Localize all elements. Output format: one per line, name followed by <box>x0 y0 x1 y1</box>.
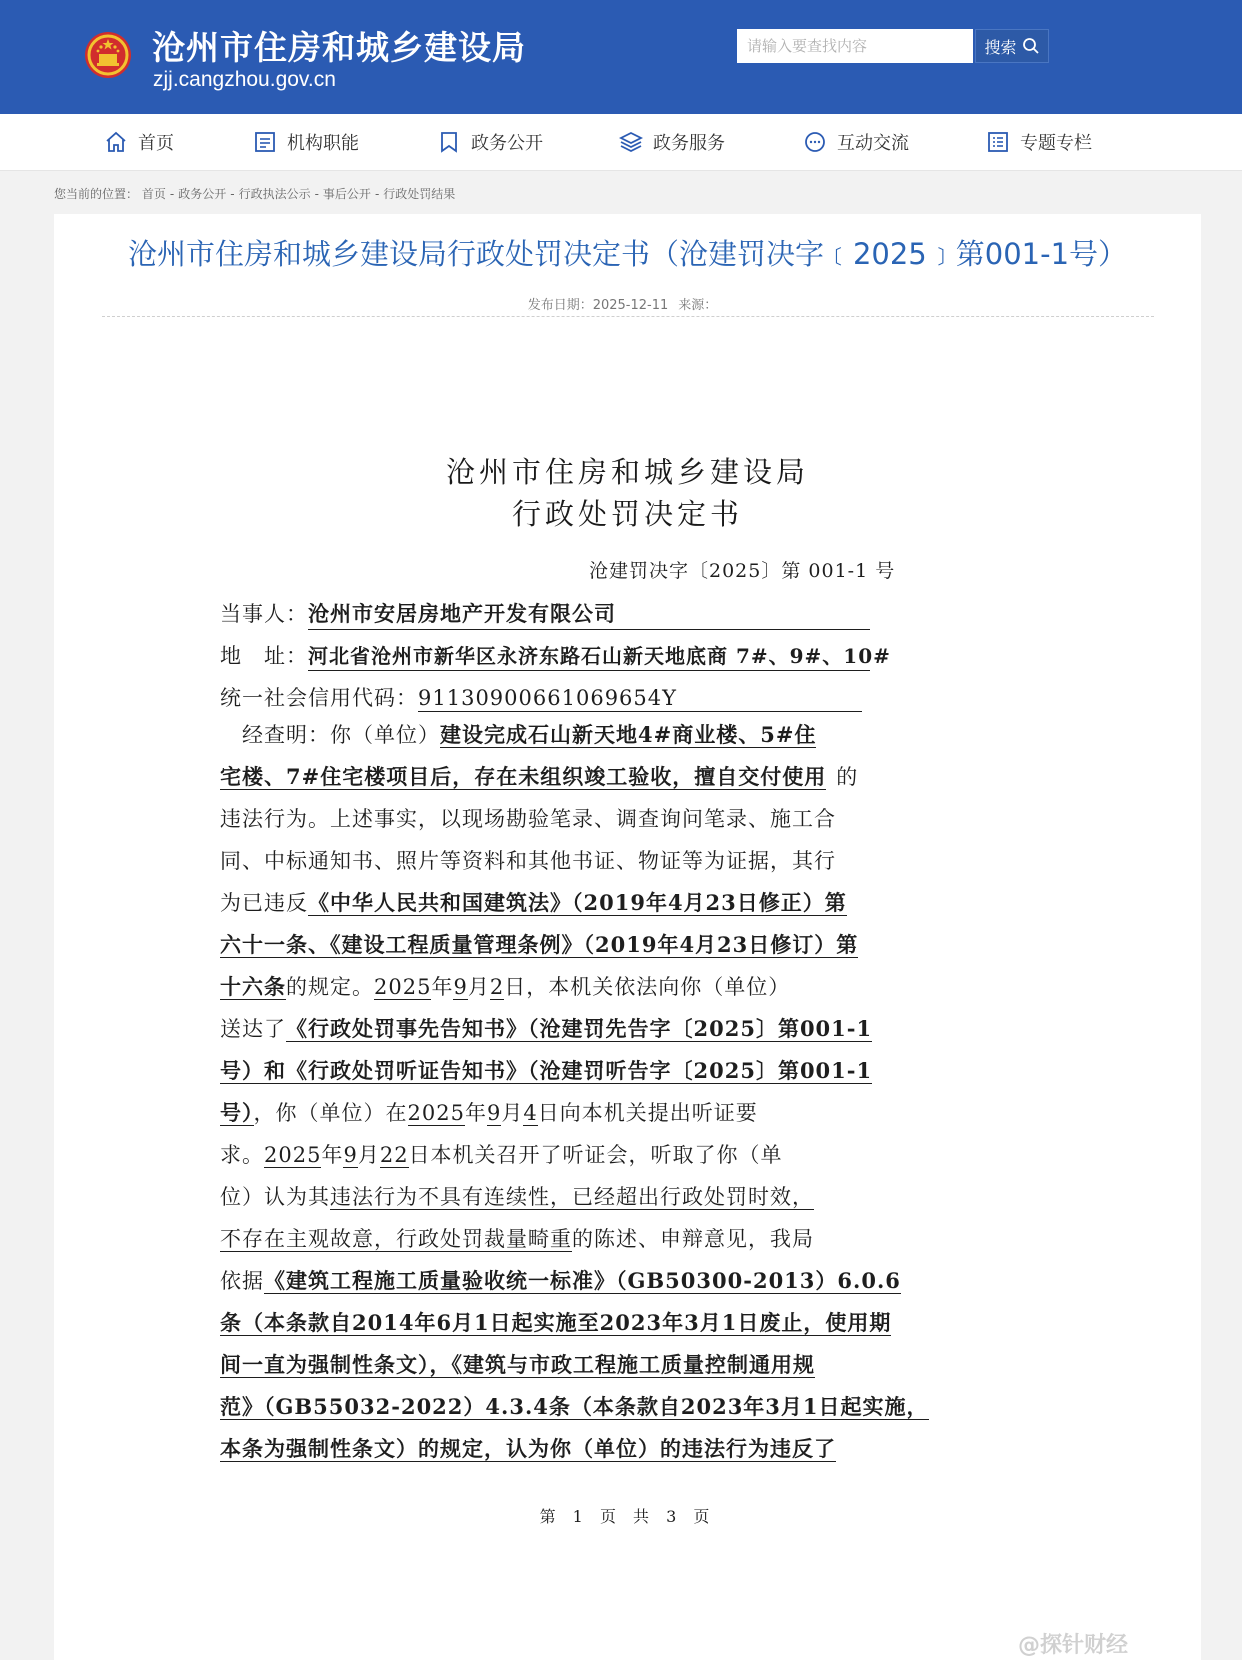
breadcrumb-separator: - <box>374 187 380 201</box>
breadcrumb-separator: - <box>230 187 235 201</box>
watermark: @探针财经 <box>1018 1633 1129 1658</box>
body-text-emphasis: 宅楼、7#住宅楼项目后，存在未组织竣工验收，擅自交付使用 <box>220 764 827 789</box>
body-text: 日向本机关提出听证要 <box>537 1101 758 1125</box>
date-fill: 9 <box>486 1101 502 1125</box>
breadcrumb-item-penalty-results[interactable]: 行政处罚结果 <box>383 187 456 201</box>
breadcrumb-item-home[interactable]: 首页 <box>141 187 166 201</box>
date-fill: 4 <box>523 1101 538 1125</box>
article-source: 来源： <box>678 298 718 313</box>
document-heading-authority: 沧州市住房和城乡建设局 <box>445 455 809 489</box>
search-icon <box>1022 37 1040 55</box>
nav-item-label: 互动交流 <box>837 133 909 154</box>
body-text: 求。 <box>220 1143 264 1167</box>
nav-item-special-topics[interactable] <box>986 114 1092 170</box>
body-text: 年 <box>321 1143 344 1167</box>
body-text: 年 <box>464 1101 487 1125</box>
nav-item-gov-services[interactable] <box>619 114 725 170</box>
body-text: 的 <box>836 765 859 789</box>
bookmark-icon <box>437 130 461 154</box>
body-text: 月 <box>467 975 490 999</box>
body-line: 违法行为。上述事实，以现场勘验笔录、调查询问笔录、施工合 <box>220 807 836 831</box>
breadcrumb-item-gov-affairs[interactable]: 政务公开 <box>178 187 227 201</box>
body-text: 月 <box>357 1143 380 1167</box>
chat-icon <box>803 130 827 154</box>
site-header <box>0 0 1242 114</box>
body-line <box>220 1266 901 1296</box>
credit-code-value: 91130900661069654Y <box>418 686 862 712</box>
body-line: 同、中标通知书、照片等资料和其他书证、物证等为证据，其行 <box>220 849 836 873</box>
body-text: 经查明：你（单位） <box>220 723 440 747</box>
body-text-emphasis: 条（本条款自2014年6月1日起实施至2023年3月1日废止，使用期 <box>220 1310 892 1335</box>
breadcrumb-separator: - <box>314 187 319 201</box>
document-icon <box>253 130 277 154</box>
nav-item-home[interactable] <box>104 114 174 170</box>
body-line <box>220 1224 882 1254</box>
body-text-emphasis: 号）和《行政处罚听证告知书》（沧建罚听告字〔2025〕第001-1 <box>220 1058 873 1083</box>
search-button[interactable] <box>975 29 1049 63</box>
article-title: 沧州市住房和城乡建设局行政处罚决定书（沧建罚决字﹝2025﹞第001-1号） <box>127 237 1128 271</box>
party-value: 沧州市安居房地产开发有限公司 <box>308 598 870 630</box>
breadcrumb-prefix: 您当前的位置： <box>54 187 139 201</box>
body-text: 送达了 <box>220 1017 286 1041</box>
layers-icon <box>619 130 643 154</box>
body-text: 为已违反 <box>220 891 308 915</box>
nav-item-interaction[interactable] <box>803 114 909 170</box>
credit-code-field <box>220 682 862 712</box>
body-line <box>220 1056 882 1086</box>
party-label: 当事人： <box>220 602 308 626</box>
search-input[interactable] <box>737 29 973 63</box>
body-text: 年 <box>431 975 454 999</box>
body-text: 日本机关召开了听证会，听取了你（单 <box>408 1143 783 1167</box>
scanned-document <box>54 214 1201 1660</box>
body-text: ，你（单位）在 <box>253 1101 408 1125</box>
body-line <box>220 720 882 750</box>
date-fill: 2025 <box>264 1143 322 1167</box>
body-text-emphasis: 建设完成石山新天地4#商业楼、5#住 <box>440 722 817 747</box>
breadcrumb-separator: - <box>169 187 175 201</box>
body-line <box>220 1098 882 1128</box>
site-title[interactable]: 沧州市住房和城乡建设局 <box>152 28 526 67</box>
body-line <box>220 1014 882 1044</box>
date-fill: 22 <box>379 1143 409 1167</box>
nav-item-label: 政务公开 <box>471 133 543 154</box>
nav-item-organization[interactable] <box>253 114 359 170</box>
body-line <box>220 1350 882 1380</box>
party-field <box>220 598 870 630</box>
breadcrumb-item-post-disclosure[interactable]: 事后公开 <box>322 187 371 201</box>
body-text-emphasis: 间一直为强制性条文），《建筑与市政工程施工质量控制通用规 <box>220 1352 815 1377</box>
address-label: 地 址： <box>220 644 308 668</box>
body-line <box>220 762 882 792</box>
list-icon <box>986 130 1010 154</box>
body-text: 的陈述、申辩意见，我局 <box>572 1227 814 1251</box>
body-line <box>220 930 882 960</box>
body-line <box>220 1434 882 1464</box>
nav-item-label: 首页 <box>138 133 174 154</box>
body-text-emphasis: 号） <box>220 1100 254 1125</box>
body-text-underlined: 不存在主观故意，行政处罚裁量畸重 <box>220 1227 572 1251</box>
body-text-emphasis: 《建筑工程施工质量验收统一标准》（GB50300-2013）6.0.6 <box>264 1268 901 1293</box>
body-text: 月 <box>501 1101 524 1125</box>
date-fill: 2025 <box>407 1101 465 1125</box>
address-field <box>220 640 891 671</box>
home-icon <box>104 130 128 154</box>
search-button-label: 搜索 <box>984 37 1017 57</box>
nav-item-label: 专题专栏 <box>1020 133 1092 154</box>
body-text-emphasis: 六十一条、《建设工程质量管理条例》（2019年4月23日修订）第 <box>220 932 859 957</box>
body-text-emphasis: 本条为强制性条文）的规定，认为你（单位）的违法行为违反了 <box>220 1436 836 1461</box>
body-text: 依据 <box>220 1269 264 1293</box>
body-text-underlined: 违法行为不具有连续性，已经超出行政处罚时效， <box>330 1185 814 1209</box>
body-line <box>220 888 882 918</box>
body-text-emphasis: 十六条 <box>220 974 286 999</box>
nav-item-label: 政务服务 <box>653 133 725 154</box>
page-number: 第 1 页 共 3 页 <box>539 1507 716 1526</box>
address-value: 河北省沧州市新华区永济东路石山新天地底商 7#、9#、10# <box>308 640 870 671</box>
body-text-emphasis: 范》（GB55032-2022）4.3.4条（本条款自2023年3月1日起实施， <box>220 1394 929 1419</box>
body-line <box>220 1308 892 1338</box>
date-fill: 2 <box>489 975 505 999</box>
credit-code-label: 统一社会信用代码： <box>220 686 418 710</box>
main-nav <box>0 114 1242 171</box>
body-line <box>220 1140 882 1170</box>
national-emblem-icon <box>84 30 132 80</box>
site-domain: zjj.cangzhou.gov.cn <box>153 68 336 91</box>
article-card <box>54 214 1201 1660</box>
nav-item-gov-affairs[interactable] <box>437 114 543 170</box>
date-fill: 9 <box>343 1143 358 1167</box>
breadcrumb <box>54 185 455 202</box>
document-number: 沧建罚决字〔2025〕第 001-1 号 <box>589 560 896 582</box>
breadcrumb-item-enforcement[interactable]: 行政执法公示 <box>238 187 311 201</box>
date-fill: 9 <box>453 975 468 999</box>
body-line <box>220 1182 882 1212</box>
publish-date: 发布日期：2025-12-11 <box>527 298 669 313</box>
body-text: 位）认为其 <box>220 1185 330 1209</box>
body-text: 的规定。 <box>286 975 374 999</box>
body-text: 日，本机关依法向你（单位） <box>504 975 791 999</box>
body-text-emphasis: 《行政处罚事先告知书》（沧建罚先告字〔2025〕第001-1 <box>286 1016 873 1041</box>
date-fill: 2025 <box>374 975 432 999</box>
nav-item-label: 机构职能 <box>287 133 359 154</box>
body-text-emphasis: 《中华人民共和国建筑法》（2019年4月23日修正）第 <box>308 890 847 915</box>
body-line <box>220 972 882 1002</box>
body-line <box>220 1392 929 1422</box>
document-heading-type: 行政处罚决定书 <box>511 497 743 531</box>
